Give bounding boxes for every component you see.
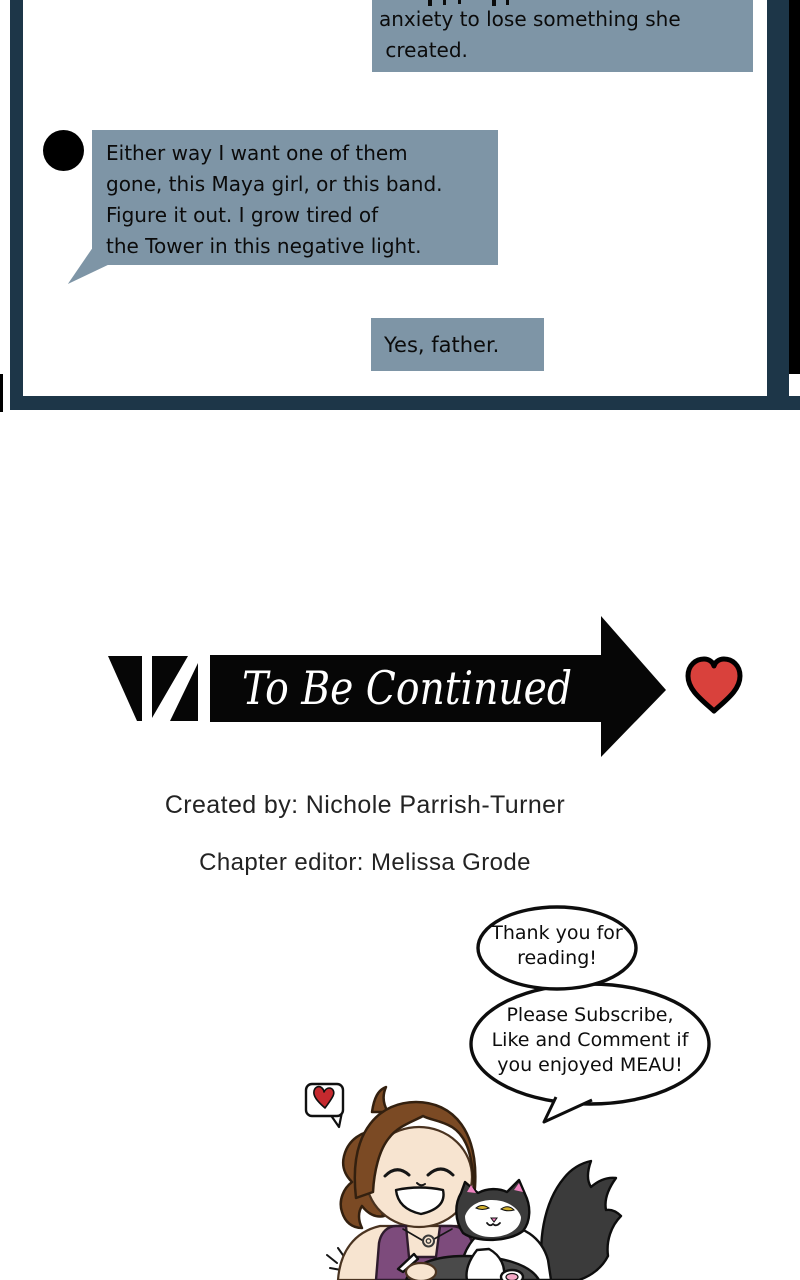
ahoge	[372, 1087, 388, 1112]
clipped-text-fragment	[428, 0, 432, 6]
to-be-continued-banner	[0, 608, 800, 768]
outro-line: Like and Comment if	[491, 1029, 689, 1051]
chat-bubble-right-2	[371, 318, 544, 371]
banner-arrow-head	[601, 616, 666, 757]
banner-text: To Be Continued	[242, 661, 572, 715]
chapter-editor-credit: Chapter editor: Melissa Grode	[199, 849, 531, 876]
thanks-text	[477, 921, 637, 971]
chat-line: Figure it out. I grow tired of	[106, 203, 379, 227]
chat-line: Either way I want one of them	[106, 141, 408, 165]
outro-line: reading!	[517, 947, 597, 969]
chat-line: gone, this Maya girl, or this band.	[106, 172, 443, 196]
clipped-text-fragment	[506, 0, 509, 5]
chat-line: the Tower in this negative light.	[106, 234, 422, 258]
outro-line: Thank you for	[491, 922, 623, 944]
heart-icon	[688, 659, 740, 711]
outro-line: Please Subscribe,	[506, 1004, 674, 1026]
chat-line: created.	[379, 38, 468, 62]
cat-tail	[541, 1161, 621, 1280]
chat-line: Yes, father.	[384, 333, 500, 357]
heart-speech-bubble	[306, 1084, 343, 1127]
paw-pad	[506, 1274, 518, 1280]
chat-bubble-right-1	[372, 0, 753, 72]
clipped-text-fragment	[458, 0, 461, 4]
chat-line: anxiety to lose something she	[379, 7, 681, 31]
clipped-text-fragment	[443, 0, 446, 5]
panel-border-bottom	[10, 396, 800, 410]
panel-border-right	[767, 0, 789, 410]
created-by-credit: Created by: Nichole Parrish-Turner	[164, 791, 566, 819]
outro-line: you enjoyed MEAU!	[497, 1054, 683, 1076]
clipped-text-fragment	[492, 0, 496, 6]
avatar	[43, 130, 84, 171]
necklace-pendant	[423, 1236, 434, 1247]
panel-border-left	[10, 0, 23, 410]
panel-edge-strip	[789, 0, 800, 374]
hand	[406, 1263, 436, 1280]
banner-stripe-triangle	[108, 656, 142, 721]
cta-text	[478, 1003, 702, 1078]
panel-edge-sliver	[0, 374, 3, 412]
chat-bubble-left	[92, 130, 498, 265]
author-illustration	[270, 1078, 640, 1280]
